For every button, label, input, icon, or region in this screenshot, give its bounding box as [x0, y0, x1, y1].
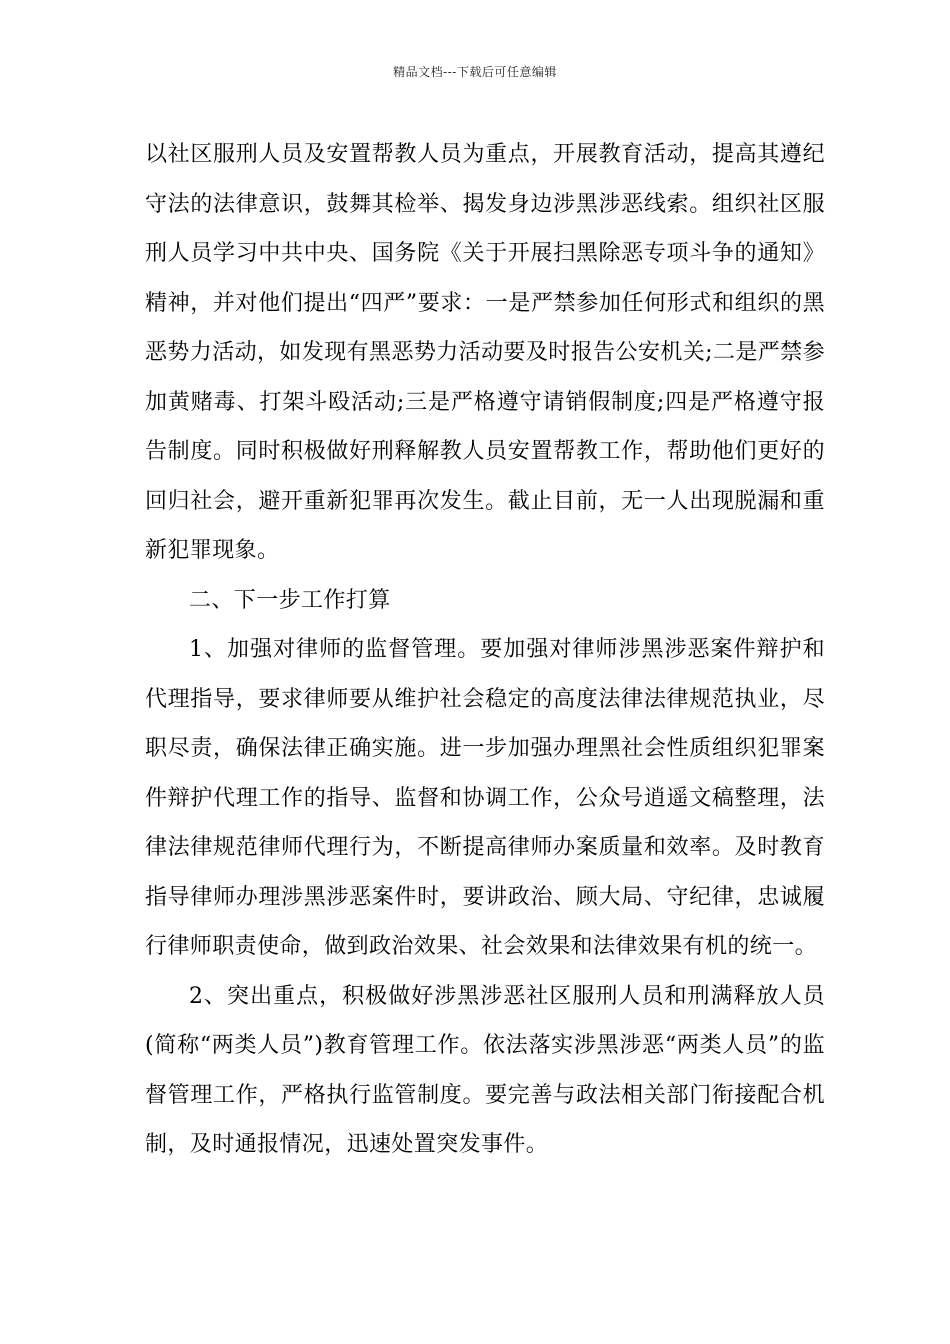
- document-body: [145, 130, 825, 1170]
- page-header: 精品文档---下载后可任意编辑: [393, 65, 557, 79]
- section-heading: 二、下一步工作打算: [189, 587, 391, 613]
- paragraph-item-1: 1、加强对律师的监督管理。要加强对律师涉黑涉恶案件辩护和代理指导，要求律师要从维护社会稳定的高度法律法律规范执业，尽职尽责，确保法律正确实施。进一步加强办理黑社会性质组织犯罪案件辩护代理工作的指导、监督和协调工作，公众号逍遥文稿整理，法律法律规范律师代理行为，不断提高律师办案质量和效率。及时教育指导律师办理涉黑涉恶案件时，要讲政治、顾大局、守纪律，忠诚履行律师职责使命，做到政治效果、社会效果和法律效果有机的统一。: [145, 637, 825, 959]
- paragraph-item-2: 2、突出重点，积极做好涉黑涉恶社区服刑人员和刑满释放人员(简称“两类人员”)教育管理工作。依法落实涉黑涉恶“两类人员”的监督管理工作，严格执行监管制度。要完善与政法相关部门衔接配合机制，及时通报情况，迅速处置突发事件。: [145, 983, 825, 1157]
- paragraph-continuation: 以社区服刑人员及安置帮教人员为重点，开展教育活动，提高其遵纪守法的法律意识，鼓舞其检举、揭发身边涉黑涉恶线索。组织社区服刑人员学习中共中央、国务院《关于开展扫黑除恶专项斗争的通知》精神，并对他们提出“四严”要求：一是严禁参加任何形式和组织的黑恶势力活动，如发现有黑恶势力活动要及时报告公安机关;二是严禁参加黄赌毒、打架斗殴活动;三是严格遵守请销假制度;四是严格遵守报告制度。同时积极做好刑释解教人员安置帮教工作，帮助他们更好的回归社会，避开重新犯罪再次发生。截止目前，无一人出现脱漏和重新犯罪现象。: [145, 142, 825, 563]
